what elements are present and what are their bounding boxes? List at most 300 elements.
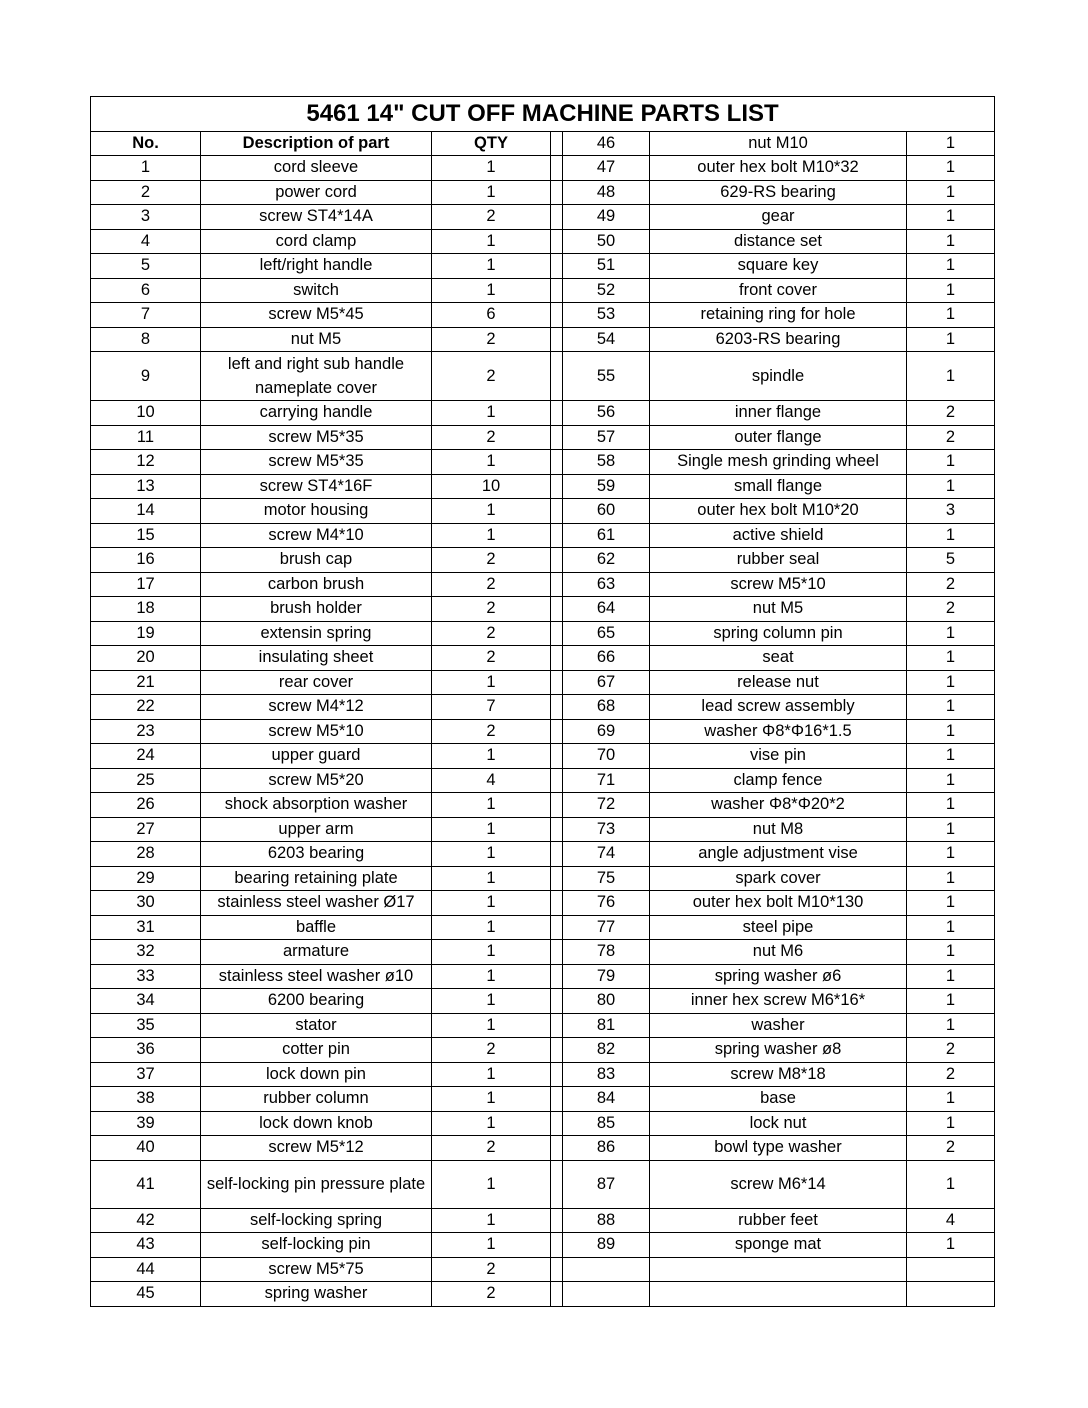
left-qty-cell: 1 — [432, 450, 551, 475]
right-desc-cell: clamp fence — [650, 768, 907, 793]
left-qty-cell: 1 — [432, 499, 551, 524]
right-qty-cell: 2 — [907, 425, 995, 450]
parts-rows — [91, 156, 995, 1307]
table-row — [91, 915, 995, 940]
right-qty-cell: 1 — [907, 621, 995, 646]
left-no-cell: 45 — [91, 1282, 201, 1307]
left-no-cell: 9 — [91, 352, 201, 401]
table-row — [91, 401, 995, 426]
left-qty-cell: 1 — [432, 1208, 551, 1233]
column-gap — [551, 548, 563, 573]
right-no-cell: 73 — [563, 817, 650, 842]
left-no-cell: 15 — [91, 523, 201, 548]
right-no-cell: 48 — [563, 180, 650, 205]
left-desc-cell: insulating sheet — [201, 646, 432, 671]
left-desc-cell: stainless steel washer ø10 — [201, 964, 432, 989]
left-desc-cell: screw ST4*16F — [201, 474, 432, 499]
column-gap — [551, 1013, 563, 1038]
table-row — [91, 597, 995, 622]
right-desc-cell: washer — [650, 1013, 907, 1038]
table-row — [91, 1062, 995, 1087]
column-gap — [551, 1233, 563, 1258]
left-no-cell: 40 — [91, 1136, 201, 1161]
left-desc-cell: screw M5*20 — [201, 768, 432, 793]
right-no-cell: 86 — [563, 1136, 650, 1161]
left-desc-cell: screw M5*10 — [201, 719, 432, 744]
left-no-cell: 32 — [91, 940, 201, 965]
left-qty-cell: 2 — [432, 621, 551, 646]
right-desc-cell: washer Φ8*Φ16*1.5 — [650, 719, 907, 744]
table-row — [91, 1282, 995, 1307]
left-qty-cell: 2 — [432, 1282, 551, 1307]
left-no-cell: 39 — [91, 1111, 201, 1136]
left-desc-cell: rear cover — [201, 670, 432, 695]
right-desc-cell: small flange — [650, 474, 907, 499]
left-no-cell: 14 — [91, 499, 201, 524]
right-desc-cell: outer hex bolt M10*20 — [650, 499, 907, 524]
left-desc-cell: lock down pin — [201, 1062, 432, 1087]
right-desc-cell: spring washer ø6 — [650, 964, 907, 989]
right-no-cell: 61 — [563, 523, 650, 548]
left-no-cell: 23 — [91, 719, 201, 744]
right-desc-cell: nut M5 — [650, 597, 907, 622]
table-row — [91, 891, 995, 916]
table-row — [91, 474, 995, 499]
column-gap — [551, 205, 563, 230]
left-qty-cell: 1 — [432, 1233, 551, 1258]
left-qty-cell: 1 — [432, 670, 551, 695]
right-qty-cell: 1 — [907, 180, 995, 205]
table-row — [91, 352, 995, 401]
right-desc-cell: nut M10 — [650, 132, 907, 156]
column-gap — [551, 425, 563, 450]
left-no-cell: 28 — [91, 842, 201, 867]
left-qty-cell: 2 — [432, 1038, 551, 1063]
column-gap — [551, 156, 563, 181]
left-qty-cell: 2 — [432, 597, 551, 622]
right-no-cell: 52 — [563, 278, 650, 303]
right-desc-cell: screw M8*18 — [650, 1062, 907, 1087]
left-qty-cell: 2 — [432, 646, 551, 671]
table-row — [91, 695, 995, 720]
right-no-cell: 89 — [563, 1233, 650, 1258]
header-no: No. — [91, 132, 201, 156]
left-qty-cell: 1 — [432, 1160, 551, 1208]
left-desc-cell: self-locking pin — [201, 1233, 432, 1258]
right-qty-cell: 1 — [907, 695, 995, 720]
table-row — [91, 621, 995, 646]
table-row — [91, 964, 995, 989]
table-row — [91, 572, 995, 597]
left-qty-cell: 1 — [432, 793, 551, 818]
left-qty-cell: 2 — [432, 205, 551, 230]
left-desc-cell: lock down knob — [201, 1111, 432, 1136]
table-row — [91, 817, 995, 842]
column-gap — [551, 572, 563, 597]
right-desc-cell: vise pin — [650, 744, 907, 769]
right-desc-cell: spark cover — [650, 866, 907, 891]
left-qty-cell: 1 — [432, 229, 551, 254]
left-desc-cell: cotter pin — [201, 1038, 432, 1063]
left-no-cell: 30 — [91, 891, 201, 916]
table-row — [91, 719, 995, 744]
left-desc-cell: nut M5 — [201, 327, 432, 352]
left-qty-cell: 1 — [432, 401, 551, 426]
right-desc-cell: bowl type washer — [650, 1136, 907, 1161]
right-desc-cell: sponge mat — [650, 1233, 907, 1258]
column-gap — [551, 401, 563, 426]
right-qty-cell: 1 — [907, 670, 995, 695]
left-desc-cell: screw M5*45 — [201, 303, 432, 328]
table-row — [91, 793, 995, 818]
right-desc-cell: inner hex screw M6*16* — [650, 989, 907, 1014]
right-desc-cell: base — [650, 1087, 907, 1112]
right-qty-cell: 1 — [907, 474, 995, 499]
left-qty-cell: 2 — [432, 1257, 551, 1282]
left-desc-cell: upper arm — [201, 817, 432, 842]
right-qty-cell: 1 — [907, 1111, 995, 1136]
right-desc-cell: seat — [650, 646, 907, 671]
right-no-cell: 69 — [563, 719, 650, 744]
column-gap — [551, 744, 563, 769]
left-qty-cell: 2 — [432, 1136, 551, 1161]
right-qty-cell: 1 — [907, 646, 995, 671]
right-desc-cell: nut M6 — [650, 940, 907, 965]
left-desc-cell: cord sleeve — [201, 156, 432, 181]
right-qty-cell: 1 — [907, 523, 995, 548]
table-row — [91, 1111, 995, 1136]
right-qty-cell: 1 — [907, 229, 995, 254]
table-row — [91, 1160, 995, 1208]
table-row — [91, 1208, 995, 1233]
left-desc-cell: screw M5*35 — [201, 450, 432, 475]
right-qty-cell: 1 — [907, 793, 995, 818]
left-no-cell: 44 — [91, 1257, 201, 1282]
left-desc-cell: self-locking pin pressure plate — [201, 1160, 432, 1208]
right-qty-cell: 1 — [907, 1013, 995, 1038]
left-desc-cell: stainless steel washer Ø17 — [201, 891, 432, 916]
right-no-cell: 59 — [563, 474, 650, 499]
right-no-cell — [563, 1257, 650, 1282]
left-desc-cell: spring washer — [201, 1282, 432, 1307]
right-desc-cell: spindle — [650, 352, 907, 401]
left-no-cell: 2 — [91, 180, 201, 205]
right-desc-cell: steel pipe — [650, 915, 907, 940]
right-qty-cell: 1 — [907, 1233, 995, 1258]
right-qty-cell: 1 — [907, 132, 995, 156]
table-row — [91, 989, 995, 1014]
table-row — [91, 254, 995, 279]
column-gap — [551, 1208, 563, 1233]
right-desc-cell — [650, 1282, 907, 1307]
right-no-cell: 81 — [563, 1013, 650, 1038]
right-no-cell: 58 — [563, 450, 650, 475]
table-row — [91, 1233, 995, 1258]
left-desc-cell: self-locking spring — [201, 1208, 432, 1233]
column-gap — [551, 1282, 563, 1307]
right-no-cell — [563, 1282, 650, 1307]
column-gap — [551, 915, 563, 940]
left-no-cell: 33 — [91, 964, 201, 989]
right-qty-cell: 1 — [907, 278, 995, 303]
column-gap — [551, 254, 563, 279]
right-qty-cell: 1 — [907, 205, 995, 230]
column-gap — [551, 1257, 563, 1282]
column-gap — [551, 768, 563, 793]
right-no-cell: 53 — [563, 303, 650, 328]
right-no-cell: 65 — [563, 621, 650, 646]
right-desc-cell: spring washer ø8 — [650, 1038, 907, 1063]
right-qty-cell: 1 — [907, 768, 995, 793]
left-qty-cell: 4 — [432, 768, 551, 793]
left-no-cell: 13 — [91, 474, 201, 499]
left-qty-cell: 7 — [432, 695, 551, 720]
column-gap — [551, 866, 563, 891]
column-gap — [551, 597, 563, 622]
right-qty-cell: 1 — [907, 866, 995, 891]
column-gap — [551, 646, 563, 671]
right-desc-cell: screw M6*14 — [650, 1160, 907, 1208]
right-desc-cell: outer flange — [650, 425, 907, 450]
left-no-cell: 8 — [91, 327, 201, 352]
left-desc-cell: motor housing — [201, 499, 432, 524]
right-desc-cell: inner flange — [650, 401, 907, 426]
left-desc-cell: stator — [201, 1013, 432, 1038]
right-desc-cell: retaining ring for hole — [650, 303, 907, 328]
left-desc-cell: extensin spring — [201, 621, 432, 646]
right-qty-cell: 1 — [907, 327, 995, 352]
left-no-cell: 42 — [91, 1208, 201, 1233]
left-no-cell: 6 — [91, 278, 201, 303]
right-no-cell: 64 — [563, 597, 650, 622]
table-row — [91, 180, 995, 205]
right-no-cell: 55 — [563, 352, 650, 401]
table-row — [91, 940, 995, 965]
table-row — [91, 156, 995, 181]
right-no-cell: 62 — [563, 548, 650, 573]
left-qty-cell: 1 — [432, 1111, 551, 1136]
left-no-cell: 5 — [91, 254, 201, 279]
column-gap — [551, 989, 563, 1014]
column-gap — [551, 695, 563, 720]
right-no-cell: 74 — [563, 842, 650, 867]
right-desc-cell: rubber feet — [650, 1208, 907, 1233]
column-gap — [551, 132, 563, 156]
column-gap — [551, 793, 563, 818]
left-qty-cell: 1 — [432, 817, 551, 842]
right-desc-cell: outer hex bolt M10*32 — [650, 156, 907, 181]
right-desc-cell: square key — [650, 254, 907, 279]
right-qty-cell: 2 — [907, 1136, 995, 1161]
left-no-cell: 43 — [91, 1233, 201, 1258]
column-gap — [551, 278, 563, 303]
left-no-cell: 25 — [91, 768, 201, 793]
left-no-cell: 10 — [91, 401, 201, 426]
table-row — [91, 646, 995, 671]
column-gap — [551, 327, 563, 352]
left-qty-cell: 10 — [432, 474, 551, 499]
left-no-cell: 35 — [91, 1013, 201, 1038]
right-no-cell: 77 — [563, 915, 650, 940]
right-qty-cell: 1 — [907, 1160, 995, 1208]
left-no-cell: 26 — [91, 793, 201, 818]
left-no-cell: 17 — [91, 572, 201, 597]
table-row — [91, 1087, 995, 1112]
right-no-cell: 88 — [563, 1208, 650, 1233]
column-gap — [551, 1136, 563, 1161]
right-no-cell: 82 — [563, 1038, 650, 1063]
table-row — [91, 866, 995, 891]
right-desc-cell: outer hex bolt M10*130 — [650, 891, 907, 916]
column-gap — [551, 940, 563, 965]
right-qty-cell: 1 — [907, 352, 995, 401]
right-desc-cell: Single mesh grinding wheel — [650, 450, 907, 475]
column-gap — [551, 352, 563, 401]
right-desc-cell: spring column pin — [650, 621, 907, 646]
left-no-cell: 29 — [91, 866, 201, 891]
left-no-cell: 41 — [91, 1160, 201, 1208]
left-desc-cell: screw M5*35 — [201, 425, 432, 450]
left-no-cell: 18 — [91, 597, 201, 622]
column-gap — [551, 229, 563, 254]
column-gap — [551, 303, 563, 328]
column-gap — [551, 621, 563, 646]
table-row — [91, 523, 995, 548]
right-desc-cell: nut M8 — [650, 817, 907, 842]
column-gap — [551, 1160, 563, 1208]
left-qty-cell: 2 — [432, 425, 551, 450]
right-no-cell: 78 — [563, 940, 650, 965]
left-desc-cell: power cord — [201, 180, 432, 205]
left-qty-cell: 1 — [432, 523, 551, 548]
left-qty-cell: 2 — [432, 352, 551, 401]
left-no-cell: 19 — [91, 621, 201, 646]
right-no-cell: 56 — [563, 401, 650, 426]
right-qty-cell: 1 — [907, 891, 995, 916]
left-desc-cell: screw M5*75 — [201, 1257, 432, 1282]
column-gap — [551, 1038, 563, 1063]
left-desc-cell: screw M4*12 — [201, 695, 432, 720]
left-qty-cell: 1 — [432, 254, 551, 279]
left-desc-cell: left/right handle — [201, 254, 432, 279]
left-desc-cell: armature — [201, 940, 432, 965]
right-no-cell: 70 — [563, 744, 650, 769]
column-gap — [551, 842, 563, 867]
right-no-cell: 54 — [563, 327, 650, 352]
page-title: 5461 14" CUT OFF MACHINE PARTS LIST — [91, 97, 995, 132]
left-no-cell: 3 — [91, 205, 201, 230]
left-qty-cell: 1 — [432, 180, 551, 205]
table-row — [91, 744, 995, 769]
table-row — [91, 1038, 995, 1063]
right-desc-cell: distance set — [650, 229, 907, 254]
right-no-cell: 49 — [563, 205, 650, 230]
right-no-cell: 51 — [563, 254, 650, 279]
right-qty-cell: 5 — [907, 548, 995, 573]
table-row — [91, 499, 995, 524]
column-gap — [551, 474, 563, 499]
left-qty-cell: 1 — [432, 964, 551, 989]
right-desc-cell: angle adjustment vise — [650, 842, 907, 867]
left-no-cell: 24 — [91, 744, 201, 769]
left-no-cell: 11 — [91, 425, 201, 450]
right-no-cell: 87 — [563, 1160, 650, 1208]
left-qty-cell: 2 — [432, 572, 551, 597]
right-no-cell: 47 — [563, 156, 650, 181]
column-gap — [551, 1111, 563, 1136]
left-qty-cell: 2 — [432, 327, 551, 352]
left-no-cell: 12 — [91, 450, 201, 475]
column-gap — [551, 1087, 563, 1112]
right-desc-cell: release nut — [650, 670, 907, 695]
column-gap — [551, 499, 563, 524]
column-gap — [551, 450, 563, 475]
left-no-cell: 16 — [91, 548, 201, 573]
left-desc-cell: brush holder — [201, 597, 432, 622]
column-gap — [551, 964, 563, 989]
column-gap — [551, 1062, 563, 1087]
table-row — [91, 327, 995, 352]
left-qty-cell: 6 — [432, 303, 551, 328]
left-no-cell: 4 — [91, 229, 201, 254]
right-qty-cell: 1 — [907, 989, 995, 1014]
left-no-cell: 38 — [91, 1087, 201, 1112]
right-qty-cell: 2 — [907, 1062, 995, 1087]
left-qty-cell: 2 — [432, 548, 551, 573]
table-row — [91, 425, 995, 450]
right-desc-cell: 6203-RS bearing — [650, 327, 907, 352]
left-qty-cell: 1 — [432, 891, 551, 916]
right-qty-cell: 2 — [907, 572, 995, 597]
left-qty-cell: 1 — [432, 1087, 551, 1112]
column-gap — [551, 817, 563, 842]
right-qty-cell: 1 — [907, 940, 995, 965]
right-desc-cell: lead screw assembly — [650, 695, 907, 720]
left-no-cell: 36 — [91, 1038, 201, 1063]
right-no-cell: 75 — [563, 866, 650, 891]
right-no-cell: 71 — [563, 768, 650, 793]
right-qty-cell: 1 — [907, 915, 995, 940]
left-no-cell: 22 — [91, 695, 201, 720]
column-gap — [551, 719, 563, 744]
right-no-cell: 83 — [563, 1062, 650, 1087]
left-desc-cell: carrying handle — [201, 401, 432, 426]
header-qty: QTY — [432, 132, 551, 156]
left-qty-cell: 1 — [432, 1062, 551, 1087]
table-row — [91, 205, 995, 230]
right-qty-cell: 1 — [907, 964, 995, 989]
left-desc-cell: 6203 bearing — [201, 842, 432, 867]
right-no-cell: 50 — [563, 229, 650, 254]
right-no-cell: 63 — [563, 572, 650, 597]
right-qty-cell — [907, 1282, 995, 1307]
left-no-cell: 1 — [91, 156, 201, 181]
right-desc-cell — [650, 1257, 907, 1282]
left-no-cell: 34 — [91, 989, 201, 1014]
left-qty-cell: 2 — [432, 719, 551, 744]
left-desc-cell: brush cap — [201, 548, 432, 573]
right-qty-cell: 2 — [907, 1038, 995, 1063]
right-desc-cell: active shield — [650, 523, 907, 548]
left-qty-cell: 1 — [432, 842, 551, 867]
right-qty-cell: 1 — [907, 156, 995, 181]
left-no-cell: 7 — [91, 303, 201, 328]
right-no-cell: 76 — [563, 891, 650, 916]
left-no-cell: 21 — [91, 670, 201, 695]
left-no-cell: 27 — [91, 817, 201, 842]
right-no-cell: 68 — [563, 695, 650, 720]
right-desc-cell: gear — [650, 205, 907, 230]
